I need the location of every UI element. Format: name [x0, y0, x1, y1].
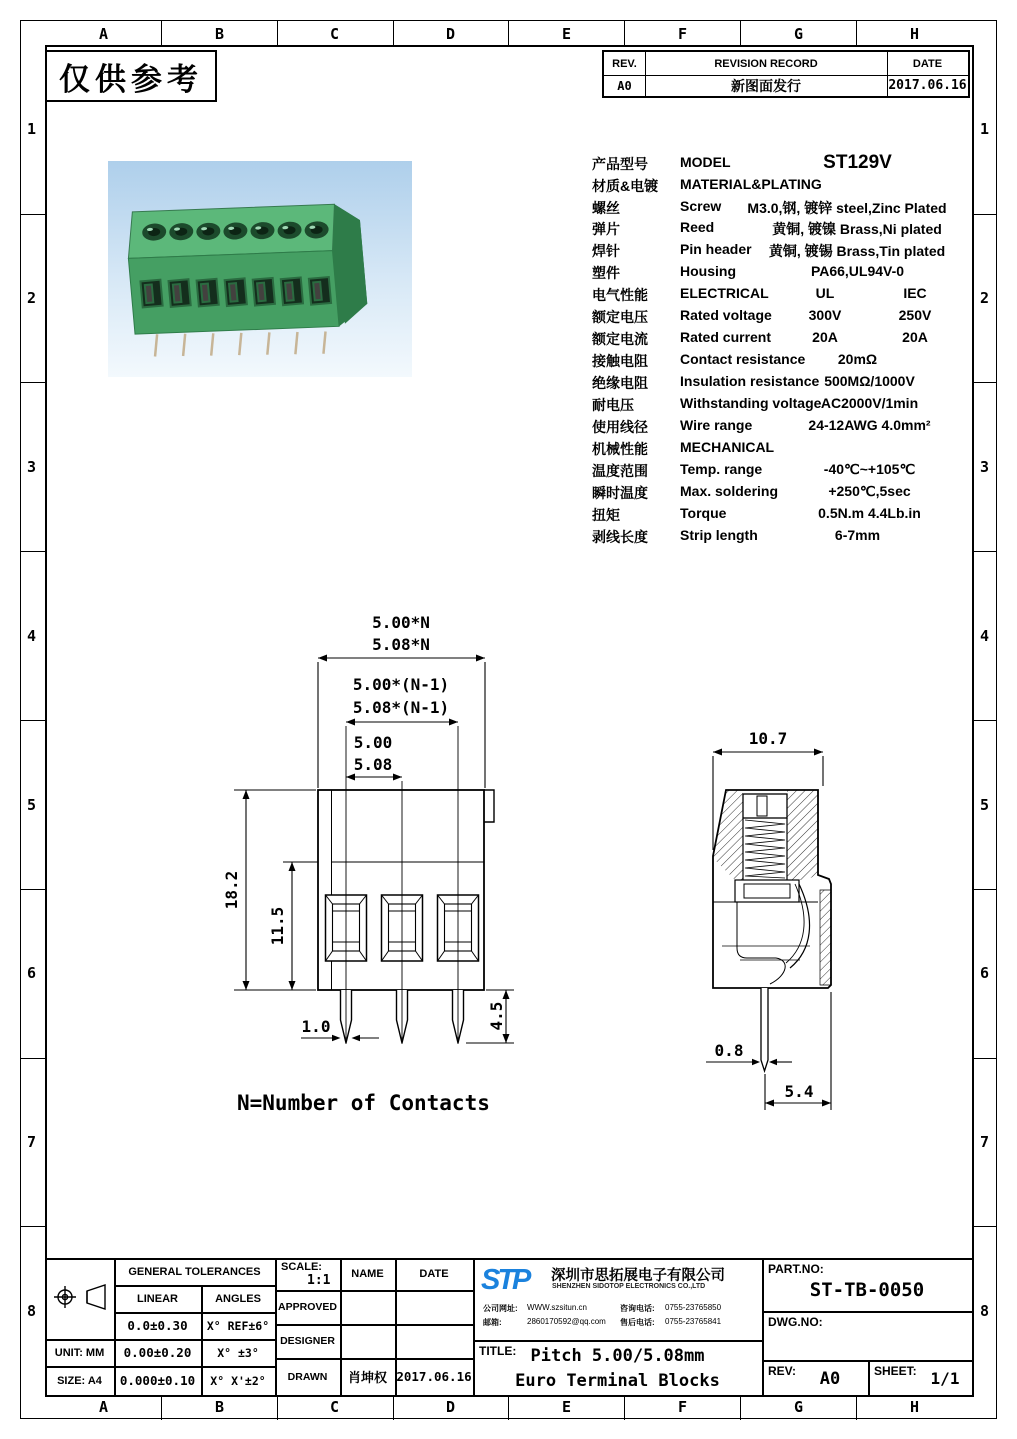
revision-table	[602, 50, 970, 98]
zone-col: D	[446, 1398, 456, 1416]
date-col-header: DATE	[912, 57, 943, 70]
spec-value: -40℃~+105℃	[823, 461, 916, 477]
spec-en: Reed	[680, 219, 715, 235]
spec-en: Max. soldering	[680, 483, 779, 499]
unit-cell: UNIT: MM	[54, 1346, 105, 1359]
spec-cn: 额定电流	[592, 331, 648, 347]
angle-tol-1: X° REF±6°	[206, 1318, 270, 1333]
general-tolerances-header: GENERAL TOLERANCES	[128, 1265, 261, 1278]
linear-tol-2: 0.00±0.20	[123, 1345, 192, 1360]
rev-col-header: REV.	[612, 57, 637, 70]
spec-row	[592, 505, 977, 527]
dwgno-label: DWG.NO:	[768, 1315, 823, 1329]
partno-label: PART.NO:	[768, 1262, 824, 1276]
zone-col: G	[794, 1398, 804, 1416]
spec-row	[592, 198, 977, 220]
linear-tol-3: 0.000±0.10	[119, 1373, 196, 1388]
spec-cn: 温度范围	[592, 463, 648, 479]
spec-row	[592, 417, 977, 439]
zone-col: E	[562, 25, 572, 43]
spec-value-iec: 20A	[902, 329, 928, 345]
front-view-drawing	[195, 598, 535, 1128]
spec-row	[592, 241, 977, 263]
spec-row	[592, 351, 977, 373]
spec-en: Temp. range	[680, 461, 763, 477]
zone-row: 6	[27, 964, 37, 982]
spec-value: PA66,UL94V-0	[810, 263, 905, 279]
spec-cn: 绝缘电阻	[592, 375, 648, 391]
dim-opening: 11.5	[268, 906, 287, 946]
zone-row: 8	[27, 1302, 37, 1320]
spec-en: Withstanding voltage	[680, 395, 822, 411]
record-value: 新图面发行	[731, 77, 801, 94]
spec-en: Strip length	[680, 527, 758, 543]
dim-depth: 10.7	[748, 729, 788, 748]
contact-mail-label: 邮箱:	[483, 1318, 502, 1327]
spec-value-ul: 20A	[812, 329, 838, 345]
spec-cn: 瞬时温度	[592, 485, 648, 501]
spec-cn: 电气性能	[592, 287, 648, 303]
contact-tel: 0755-23765850	[665, 1303, 722, 1312]
drawn-date: 2017.06.16	[396, 1369, 472, 1384]
spec-value: 20mΩ	[837, 351, 878, 367]
spec-en: Wire range	[680, 417, 753, 433]
zone-row: 4	[27, 627, 37, 645]
spec-row	[592, 527, 977, 549]
sheet-value: 1/1	[930, 1369, 960, 1388]
dim-pitch-total-a: 5.00*N	[372, 613, 430, 632]
designer-label: DESIGNER	[280, 1335, 335, 1347]
logo-text: STP	[481, 1264, 529, 1294]
scale-label: SCALE:	[281, 1261, 322, 1273]
dim-height: 18.2	[222, 870, 241, 910]
spec-value: +250℃,5sec	[828, 483, 911, 499]
spec-row	[592, 373, 977, 395]
spec-row	[592, 219, 977, 241]
spec-cn: 塑件	[592, 265, 620, 281]
linear-tol-1: 0.0±0.30	[127, 1318, 188, 1333]
name-header: NAME	[351, 1268, 384, 1280]
spec-cn: 弹片	[592, 221, 620, 237]
side-view-drawing	[688, 718, 850, 1120]
spec-cn: 使用线径	[592, 419, 648, 435]
date-value: 2017.06.16	[888, 78, 967, 93]
spec-value: 黄铜, 镀锡 Brass,Tin plated	[768, 243, 946, 259]
projection-symbol	[51, 1280, 109, 1314]
spec-en: Insulation resistance	[680, 373, 820, 389]
angle-tol-2: X° ±3°	[217, 1345, 259, 1360]
spec-value-ul: 300V	[808, 307, 842, 323]
angle-tol-3: X° X'±2°	[210, 1373, 266, 1388]
dim-pin-offset: 5.4	[784, 1082, 814, 1101]
zone-row: 3	[27, 458, 37, 476]
spec-row	[592, 263, 977, 285]
contact-fax: 0755-23765841	[665, 1317, 722, 1326]
spec-row	[592, 461, 977, 483]
spec-value: AC2000V/1min	[820, 395, 919, 411]
company-logo	[481, 1264, 543, 1294]
zone-row: 5	[27, 796, 37, 814]
spec-en: MECHANICAL	[680, 439, 775, 455]
dim-pitch-a: 5.00	[353, 733, 393, 752]
spec-cn: 焊针	[592, 243, 620, 259]
stamp-text: 仅供参考	[59, 61, 203, 97]
dim-pin-thickness: 0.8	[714, 1041, 744, 1060]
zone-row: 6	[980, 964, 990, 982]
zone-col: H	[910, 25, 920, 43]
zone-col: H	[910, 1398, 920, 1416]
zone-col: G	[794, 25, 804, 43]
zone-col: F	[678, 25, 688, 43]
rev-label: REV:	[768, 1364, 797, 1378]
zone-row: 8	[980, 1302, 990, 1320]
contact-mail: 2860170592@qq.com	[527, 1317, 606, 1326]
zone-col: B	[215, 25, 225, 43]
spec-value: 黄铜, 镀镍 Brass,Ni plated	[772, 221, 942, 237]
contact-tel-label: 咨询电话:	[620, 1304, 655, 1313]
company-name-cn: 深圳市思拓展电子有限公司	[551, 1268, 725, 1284]
contacts-note: N=Number of Contacts	[237, 1091, 490, 1115]
spec-en: ELECTRICAL	[680, 285, 769, 301]
title-block	[45, 1258, 972, 1395]
spec-row	[592, 176, 977, 198]
spec-cn: 产品型号	[592, 156, 648, 172]
spec-value: 0.5N.m 4.4Lb.in	[818, 505, 921, 521]
spec-row	[592, 395, 977, 417]
spec-en: Rated current	[680, 329, 772, 345]
zone-row: 7	[980, 1133, 990, 1151]
zone-row: 3	[980, 458, 990, 476]
spec-value-iec: IEC	[903, 285, 927, 301]
zone-row: 1	[27, 120, 37, 138]
spec-value: 24-12AWG 4.0mm²	[808, 417, 931, 433]
zone-col: A	[99, 25, 109, 43]
company-name-en: SHENZHEN SIDOTOP ELECTRONICS CO.,LTD	[552, 1283, 706, 1290]
contact-web: WWW.szsitun.cn	[527, 1303, 588, 1312]
spec-row	[592, 154, 977, 176]
reference-only-stamp	[45, 50, 217, 102]
spec-row	[592, 439, 977, 461]
dim-pitch-n1-b: 5.08*(N-1)	[352, 698, 450, 717]
spec-en: MATERIAL&PLATING	[680, 176, 822, 192]
drawn-label: DRAWN	[287, 1370, 328, 1383]
zone-row: 7	[27, 1133, 37, 1151]
spec-en: MODEL	[680, 154, 731, 170]
approved-label: APPROVED	[278, 1301, 337, 1313]
zone-row: 1	[980, 120, 990, 138]
title-label: TITLE:	[479, 1344, 517, 1358]
zone-col: D	[446, 25, 456, 43]
spec-cn: 剥线长度	[592, 529, 648, 545]
spec-value-ul: UL	[815, 285, 835, 301]
spec-en: Rated voltage	[680, 307, 772, 323]
zone-col: C	[330, 25, 340, 43]
sheet-label: SHEET:	[874, 1364, 917, 1378]
zone-col: A	[99, 1398, 109, 1416]
spec-cn: 机械性能	[592, 441, 648, 457]
zone-col: B	[215, 1398, 225, 1416]
zone-row: 2	[27, 289, 37, 307]
dim-pin-width: 1.0	[301, 1017, 331, 1036]
spec-en: Housing	[680, 263, 736, 279]
spec-row	[592, 483, 977, 505]
date-header: DATE	[419, 1268, 449, 1280]
zone-row: 5	[980, 796, 990, 814]
rev-value: A0	[819, 1368, 841, 1389]
spec-cn: 额定电压	[592, 309, 648, 325]
title-line2: Euro Terminal Blocks	[515, 1371, 720, 1391]
spec-en: Torque	[680, 505, 727, 521]
spec-cn: 扭矩	[592, 507, 620, 523]
spec-table	[592, 154, 977, 554]
rev-value: A0	[617, 78, 632, 93]
spec-en: Contact resistance	[680, 351, 806, 367]
scale-value: 1:1	[307, 1273, 331, 1288]
linear-header: LINEAR	[137, 1292, 178, 1305]
spec-cn: 接触电阻	[592, 353, 648, 369]
zone-col: E	[562, 1398, 572, 1416]
dim-pin-length: 4.5	[487, 1001, 506, 1031]
zone-col: C	[330, 1398, 340, 1416]
spec-value-iec: 250V	[898, 307, 932, 323]
spec-en: Screw	[680, 198, 722, 214]
record-col-header: REVISION RECORD	[714, 57, 818, 70]
title-line1: Pitch 5.00/5.08mm	[530, 1346, 705, 1366]
spec-cn: 螺丝	[592, 200, 620, 216]
spec-value: ST129V	[823, 152, 892, 173]
zone-row: 2	[980, 289, 990, 307]
dim-pitch-total-b: 5.08*N	[372, 635, 430, 654]
dim-pitch-n1-a: 5.00*(N-1)	[352, 675, 450, 694]
spec-en: Pin header	[680, 241, 752, 257]
drawn-name: 肖坤权	[347, 1370, 387, 1385]
product-photo	[108, 161, 412, 377]
partno-value: ST-TB-0050	[809, 1279, 925, 1301]
spec-cn: 耐电压	[592, 397, 634, 413]
spec-value: 500MΩ/1000V	[824, 373, 915, 389]
spec-value: M3.0,钢, 镀锌 steel,Zinc Plated	[747, 200, 947, 216]
angles-header: ANGLES	[215, 1292, 261, 1305]
spec-cn: 材质&电镀	[592, 178, 659, 194]
size-cell: SIZE: A4	[57, 1374, 102, 1387]
zone-row: 4	[980, 627, 990, 645]
spec-row	[592, 307, 977, 329]
zone-col: F	[678, 1398, 688, 1416]
spec-row	[592, 329, 977, 351]
spec-value: 6-7mm	[834, 527, 881, 543]
contact-fax-label: 售后电话:	[620, 1318, 655, 1327]
dim-pitch-b: 5.08	[353, 755, 393, 774]
contact-web-label: 公司网址:	[483, 1304, 518, 1313]
spec-row	[592, 285, 977, 307]
